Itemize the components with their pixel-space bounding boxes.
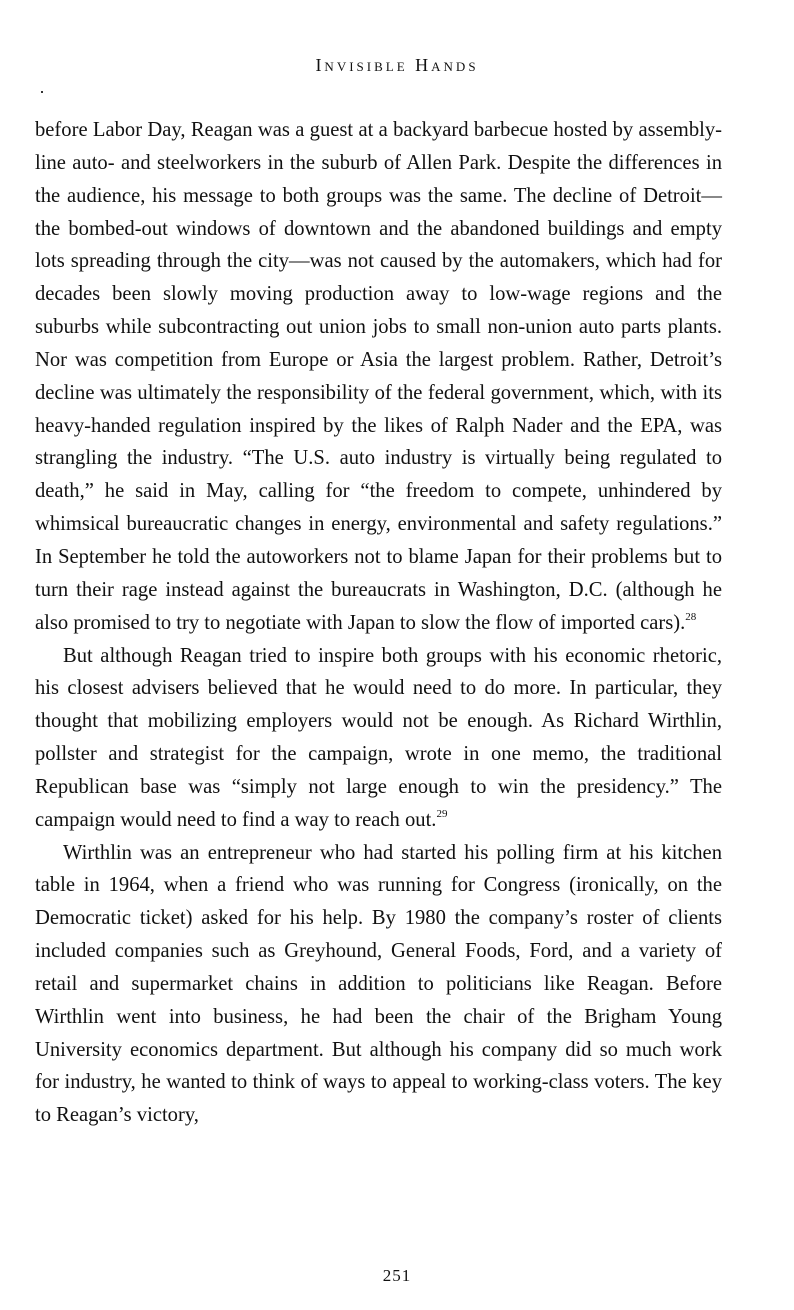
paragraph-text: But although Reagan tried to inspire both groups with his economic rhetoric, his closest advisers believed that he would need to do more. In particular, they thought that mobilizing employers would not be enough. As Richard Wirthlin, pollster and strategist for the campaign, wrote in one memo, the traditional Republican base was “simply not large enough to win the presidency.” The campaign would need to find a way to reach out. (35, 644, 722, 831)
paragraph-text: before Labor Day, Reagan was a guest at a backyard barbecue hosted by assembly-line auto- and steelworkers in the suburb of Allen Park. Despite the differences in the audience, his message to both groups was the same. The decline of Detroit—the bombed-out windows of downtown and the abandoned buildings and empty lots spreading through the city—was not caused by the automakers, which had for decades been slowly moving production away to low-wage regions and the suburbs while subcontracting out union jobs to small non-union auto parts plants. Nor was competition from Europe or Asia the largest problem. Rather, Detroit’s decline was ultimately the responsibility of the federal government, which, with its heavy-handed regulation inspired by the likes of Ralph Nader and the EPA, was strangling the industry. “The U.S. auto industry is virtually being regulated to death,” he said in May, calling for “the freedom to compete, unhindered by whimsical bureaucratic changes in energy, environmental and safety regulations.” In September he told the autoworkers not to blame Japan for their problems but to turn their rage instead against the bureaucrats in Washington, D.C. (although he also promised to try to negotiate with Japan to slow the flow of imported cars). (35, 119, 722, 634)
running-head: Invisible Hands (315, 55, 479, 75)
paragraph-text: Wirthlin was an entrepreneur who had started his polling firm at his kitchen table in 1964, when a friend who was running for Congress (ironically, on the Democratic ticket) asked for his help. By 1980 the company’s roster of clients included companies such as Greyhound, General Foods, Ford, and a variety of retail and supermarket chains in addition to politicians like Reagan. Before Wirthlin went into business, he had been the chair of the Brigham Young University economics department. But although his company did so much work for industry, he wanted to think of ways to appeal to working-class voters. The key to Reagan’s victory, (35, 841, 722, 1127)
page-number: 251 (382, 1266, 412, 1285)
paragraph-3 (35, 837, 722, 1133)
stray-mark (41, 91, 43, 93)
footnote-ref-29: 29 (436, 807, 448, 820)
footnote-ref-28: 28 (685, 610, 697, 623)
body-text (35, 114, 722, 1132)
paragraph-2 (35, 640, 722, 837)
paragraph-1 (35, 114, 722, 640)
